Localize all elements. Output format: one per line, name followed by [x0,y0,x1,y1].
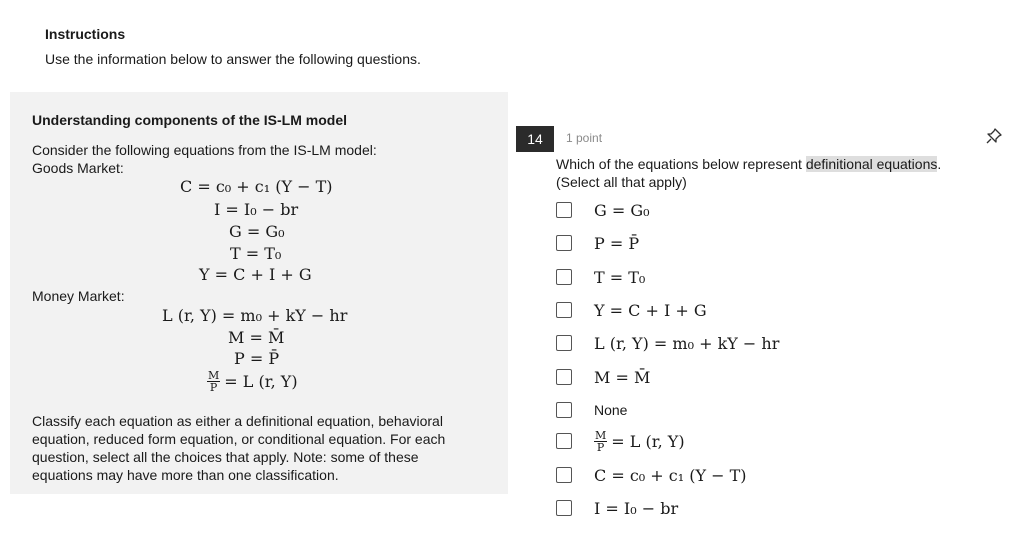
option-money-equilibrium[interactable] [556,430,685,452]
context-intro: Consider the following equations from the IS-LM model: [32,142,377,158]
option-y-identity[interactable] [556,299,707,321]
goods-eq-investment: I = I₀ − br [214,200,299,219]
classify-text: Classify each equation as either a definitional equation, behavioral equation, reduced form equation, or conditional equation. For each question, select all the choices that apply. Note: some of these equations may have more than one classification. [32,413,446,483]
option-investment[interactable] [556,497,678,519]
option-label: C = c₀ + c₁ (Y − T) [594,465,747,485]
fraction: $\frac{M}{P}$ [208,369,220,394]
goods-eq-consumption: C = c₀ + c₁ (Y − T) [180,177,333,196]
option-label: M = M̄ [594,367,651,387]
instructions-title: Instructions [45,26,126,42]
checkbox[interactable] [556,302,572,318]
checkbox[interactable] [556,369,572,385]
option-label: None [594,402,628,418]
option-label: P = P̄ [594,233,640,253]
option-label: I = I₀ − br [594,498,679,518]
option-label: Y = C + I + G [594,300,707,320]
checkbox[interactable] [556,433,572,449]
goods-eq-output: Y = C + I + G [199,265,312,284]
context-title: Understanding components of the IS-LM model [32,112,347,128]
question-panel [508,92,1024,538]
option-p-equals-pbar[interactable] [556,232,639,254]
checkbox[interactable] [556,402,572,418]
option-label: L (r, Y) = m₀ + kY − hr [594,333,780,353]
option-consumption[interactable] [556,464,747,486]
instructions-text: Use the information below to answer the following questions. [45,51,421,67]
checkbox[interactable] [556,500,572,516]
money-market-label: Money Market: [32,288,125,304]
money-eq-demand: L (r, Y) = m₀ + kY − hr [162,306,348,325]
option-none[interactable] [556,399,627,421]
context-panel [10,92,508,494]
checkbox[interactable] [556,202,572,218]
instructions-section [10,0,1024,90]
option-t-equals-t0[interactable] [556,266,645,288]
question-text: Which of the equations below represent definitional equations. (Select all that apply) [556,156,942,190]
goods-eq-government: G = G₀ [229,222,285,241]
checkbox[interactable] [556,335,572,351]
money-eq-price: P = P̄ [234,349,280,368]
option-money-demand[interactable] [556,332,779,354]
fraction: $\frac{M}{P}$ [595,428,607,454]
option-label: T = T₀ [594,267,646,287]
question-points: 1 point [566,131,603,145]
checkbox[interactable] [556,269,572,285]
highlighted-term: definitional equations [805,156,938,172]
option-label: G = G₀ [594,200,650,220]
checkbox[interactable] [556,467,572,483]
money-eq-equilibrium: $\frac{M}{P}$ = L (r, Y) [208,369,298,394]
option-m-equals-mbar[interactable] [556,366,650,388]
question-number: 14 [516,126,554,152]
option-g-equals-g0[interactable] [556,199,650,221]
money-eq-supply: M = M̄ [228,328,285,347]
checkbox[interactable] [556,235,572,251]
pin-icon[interactable] [984,126,1004,146]
goods-eq-taxes: T = T₀ [230,244,282,263]
context-panel-footer [10,494,508,538]
option-label: $\frac{M}{P}$ = L (r, Y) [595,428,685,454]
goods-market-label: Goods Market: [32,160,124,176]
